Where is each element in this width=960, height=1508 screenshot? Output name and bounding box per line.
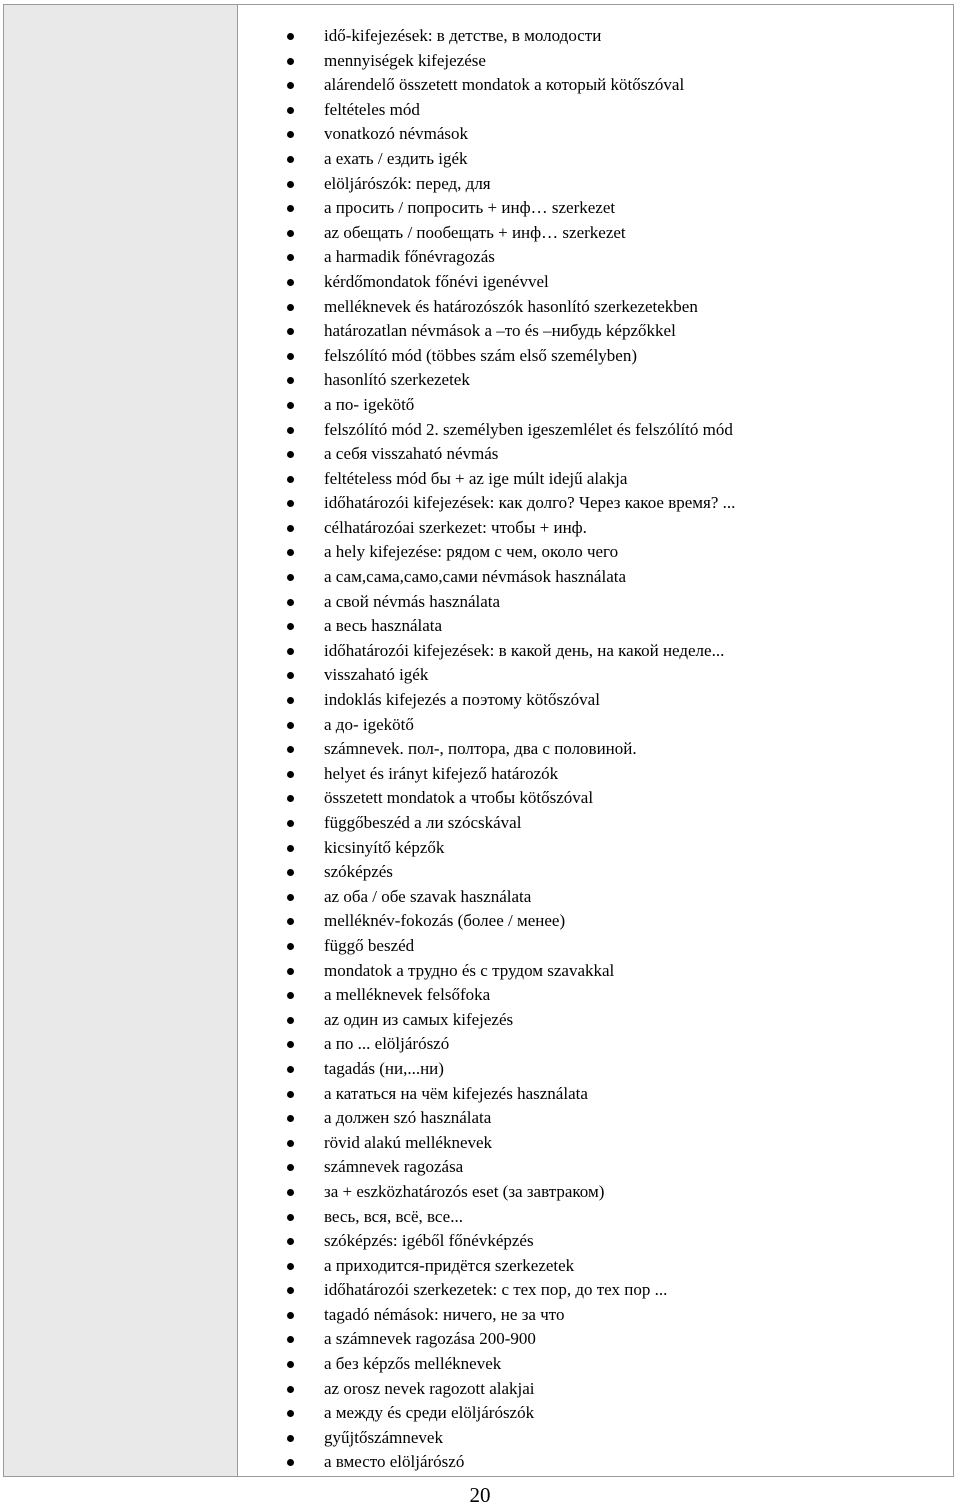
list-item — [238, 1082, 953, 1107]
bullet-icon — [287, 1189, 294, 1196]
list-item-text: számnevek ragozása — [324, 1157, 464, 1177]
list-item-text: tagadó némások: ничего, не за что — [324, 1304, 565, 1324]
list-item-text: feltételes mód — [324, 99, 420, 119]
bullet-icon — [287, 1459, 294, 1466]
list-item-text: gyűjtőszámnevek — [324, 1427, 443, 1447]
list-item-text: visszaható igék — [324, 665, 429, 685]
bullet-icon — [287, 918, 294, 925]
list-item-text: a до- igekötő — [324, 714, 414, 734]
bullet-icon — [287, 746, 294, 753]
bullet-icon — [287, 328, 294, 335]
list-item-text: mondatok a трудно és с трудом szavakkal — [324, 960, 615, 980]
list-item — [238, 614, 953, 639]
list-item-text: a между és среди elöljárószók — [324, 1403, 535, 1423]
list-item — [238, 1327, 953, 1352]
list-item — [238, 1303, 953, 1328]
list-item-text: elöljárószók: перед, для — [324, 173, 491, 193]
list-item — [238, 590, 953, 615]
list-item — [238, 418, 953, 443]
list-item-text: számnevek. пол-, полтора, два с половиной. — [324, 739, 637, 759]
bullet-icon — [287, 377, 294, 384]
list-item-text: feltételess mód бы + az ige múlt idejű alakja — [324, 468, 628, 488]
list-item — [238, 1155, 953, 1180]
list-item — [238, 1057, 953, 1082]
bullet-icon — [287, 205, 294, 212]
list-item — [238, 1032, 953, 1057]
list-item-text: a melléknevek felsőfoka — [324, 985, 491, 1005]
list-item — [238, 737, 953, 762]
list-item-text: a по ... elöljárószó — [324, 1034, 450, 1054]
list-item — [238, 516, 953, 541]
topic-list — [238, 24, 953, 1475]
list-item — [238, 786, 953, 811]
list-item — [238, 565, 953, 590]
list-item-text: mennyiségek kifejezése — [324, 50, 486, 70]
list-item — [238, 1008, 953, 1033]
bullet-icon — [287, 672, 294, 679]
bullet-icon — [287, 968, 294, 975]
list-item — [238, 836, 953, 861]
bullet-icon — [287, 623, 294, 630]
list-item-text: időhatározói kifejezések: как долго? Через какое время? ... — [324, 493, 736, 513]
list-item — [238, 934, 953, 959]
list-item — [238, 491, 953, 516]
bullet-icon — [287, 156, 294, 163]
bullet-icon — [287, 1361, 294, 1368]
list-item — [238, 24, 953, 49]
bullet-icon — [287, 1041, 294, 1048]
right-column-cell — [238, 5, 953, 1476]
list-item — [238, 1254, 953, 1279]
list-item — [238, 344, 953, 369]
bullet-icon — [287, 1435, 294, 1442]
list-item — [238, 1377, 953, 1402]
list-item — [238, 663, 953, 688]
bullet-icon — [287, 304, 294, 311]
bullet-icon — [287, 894, 294, 901]
list-item — [238, 1426, 953, 1451]
list-item — [238, 811, 953, 836]
list-item-text: rövid alakú melléknevek — [324, 1132, 493, 1152]
list-item-text: az orosz nevek ragozott alakjai — [324, 1378, 535, 1398]
list-item — [238, 1450, 953, 1475]
bullet-icon — [287, 1238, 294, 1245]
list-item-text: a számnevek ragozása 200-900 — [324, 1329, 536, 1349]
bullet-icon — [287, 549, 294, 556]
bullet-icon — [287, 33, 294, 40]
list-item-text: az обещать / пообещать + инф… szerkezet — [324, 222, 626, 242]
bullet-icon — [287, 500, 294, 507]
bullet-icon — [287, 1214, 294, 1221]
list-item-text: a кататься на чём kifejezés használata — [324, 1083, 588, 1103]
list-item-text: за + eszközhatározós eset (за завтраком) — [324, 1181, 605, 1201]
list-item-text: a себя visszaható névmás — [324, 444, 499, 464]
list-item-text: függő beszéd — [324, 935, 415, 955]
bullet-icon — [287, 943, 294, 950]
list-item — [238, 172, 953, 197]
list-item-text: a ехать / ездить igék — [324, 148, 468, 168]
bullet-icon — [287, 771, 294, 778]
list-item — [238, 1278, 953, 1303]
list-item — [238, 860, 953, 885]
list-item — [238, 909, 953, 934]
list-item — [238, 147, 953, 172]
list-item — [238, 98, 953, 123]
list-item — [238, 639, 953, 664]
bullet-icon — [287, 230, 294, 237]
bullet-icon — [287, 1312, 294, 1319]
list-item — [238, 368, 953, 393]
bullet-icon — [287, 1017, 294, 1024]
list-item-text: az оба / обе szavak használata — [324, 886, 532, 906]
list-item — [238, 762, 953, 787]
list-item-text: felszólító mód 2. személyben igeszemlélet és felszólító mód — [324, 419, 733, 439]
page-number: 20 — [469, 1483, 491, 1507]
bullet-icon — [287, 820, 294, 827]
list-item-text: melléknevek és határozószók hasonlító szerkezetekben — [324, 296, 698, 316]
bullet-icon — [287, 1410, 294, 1417]
bullet-icon — [287, 82, 294, 89]
list-item-text: a hely kifejezése: рядом с чем, около чего — [324, 542, 619, 562]
list-item — [238, 295, 953, 320]
list-item-text: kérdőmondatok főnévi igenévvel — [324, 271, 549, 291]
list-item-text: indoklás kifejezés a поэтому kötőszóval — [324, 690, 600, 710]
list-item — [238, 122, 953, 147]
list-item-text: a сам,сама,само,сами névmások használata — [324, 567, 627, 587]
list-item-text: a harmadik főnévragozás — [324, 247, 495, 267]
content-table — [3, 4, 954, 1477]
bullet-icon — [287, 476, 294, 483]
bullet-icon — [287, 845, 294, 852]
bullet-icon — [287, 1066, 294, 1073]
bullet-icon — [287, 1263, 294, 1270]
list-item-text: a приходится-придётся szerkezetek — [324, 1255, 575, 1275]
list-item-text: a должен szó használata — [324, 1108, 492, 1128]
bullet-icon — [287, 131, 294, 138]
list-item-text: az один из самых kifejezés — [324, 1009, 514, 1029]
bullet-icon — [287, 1091, 294, 1098]
list-item — [238, 1401, 953, 1426]
list-item-text: a по- igekötő — [324, 394, 415, 414]
list-item — [238, 1180, 953, 1205]
list-item-text: függőbeszéd a ли szócskával — [324, 813, 522, 832]
bullet-icon — [287, 451, 294, 458]
bullet-icon — [287, 1164, 294, 1171]
bullet-icon — [287, 1386, 294, 1393]
list-item — [238, 393, 953, 418]
bullet-icon — [287, 795, 294, 802]
list-item — [238, 1106, 953, 1131]
bullet-icon — [287, 1287, 294, 1294]
bullet-icon — [287, 427, 294, 434]
list-item — [238, 196, 953, 221]
list-item — [238, 885, 953, 910]
bullet-icon — [287, 648, 294, 655]
bullet-icon — [287, 58, 294, 65]
bullet-icon — [287, 525, 294, 532]
bullet-icon — [287, 697, 294, 704]
list-item-text: célhatározóai szerkezet: чтобы + инф. — [324, 517, 587, 537]
list-item — [238, 1229, 953, 1254]
list-item — [238, 1352, 953, 1377]
list-item-text: időhatározói kifejezések: в какой день, на какой неделе... — [324, 640, 725, 660]
list-item-text: tagadás (ни,...ни) — [324, 1058, 444, 1078]
list-item — [238, 221, 953, 246]
list-item-text: vonatkozó névmások — [324, 124, 468, 144]
bullet-icon — [287, 402, 294, 409]
list-item-text: hasonlító szerkezetek — [324, 370, 470, 390]
bullet-icon — [287, 1336, 294, 1343]
list-item-text: a вместо elöljárószó — [324, 1452, 465, 1472]
list-item-text: összetett mondatok a чтобы kötőszóval — [324, 788, 594, 808]
bullet-icon — [287, 279, 294, 286]
bullet-icon — [287, 992, 294, 999]
list-item-text: melléknév-fokozás (более / менее) — [324, 911, 566, 931]
list-item — [238, 983, 953, 1008]
bullet-icon — [287, 574, 294, 581]
list-item — [238, 1131, 953, 1156]
bullet-icon — [287, 107, 294, 114]
bullet-icon — [287, 1115, 294, 1122]
list-item — [238, 540, 953, 565]
list-item — [238, 467, 953, 492]
list-item — [238, 1205, 953, 1230]
bullet-icon — [287, 722, 294, 729]
bullet-icon — [287, 599, 294, 606]
bullet-icon — [287, 181, 294, 188]
list-item — [238, 442, 953, 467]
list-item-text: időhatározói szerkezetek: с тех пор, до тех пор ... — [324, 1280, 668, 1300]
list-item — [238, 270, 953, 295]
bullet-icon — [287, 1140, 294, 1147]
list-item-text: a просить / попросить + инф… szerkezet — [324, 198, 616, 218]
list-item-text: határozatlan névmások a –то és –нибудь képzőkkel — [324, 321, 676, 341]
list-item-text: alárendelő összetett mondatok a который kötőszóval — [324, 75, 685, 95]
bullet-icon — [287, 869, 294, 876]
list-item — [238, 688, 953, 713]
list-item-text: a свой névmás használata — [324, 591, 501, 611]
list-item-text: весь, вся, всё, все... — [324, 1206, 463, 1226]
left-column-cell — [4, 5, 238, 1476]
list-item-text: kicsinyítő képzők — [324, 837, 445, 857]
list-item — [238, 245, 953, 270]
list-item — [238, 73, 953, 98]
list-item-text: szóképzés — [324, 862, 393, 882]
list-item — [238, 319, 953, 344]
list-item-text: a весь használata — [324, 616, 443, 636]
list-item-text: a без képzős melléknevek — [324, 1354, 502, 1374]
list-item-text: idő-kifejezések: в детстве, в молодости — [324, 26, 602, 45]
list-item — [238, 49, 953, 74]
bullet-icon — [287, 254, 294, 261]
bullet-icon — [287, 353, 294, 360]
list-item-text: felszólító mód (többes szám első személyben) — [324, 345, 637, 365]
list-item — [238, 713, 953, 738]
list-item-text: helyet és irányt kifejező határozók — [324, 763, 559, 783]
list-item-text: szóképzés: igéből főnévképzés — [324, 1231, 534, 1251]
list-item — [238, 959, 953, 984]
